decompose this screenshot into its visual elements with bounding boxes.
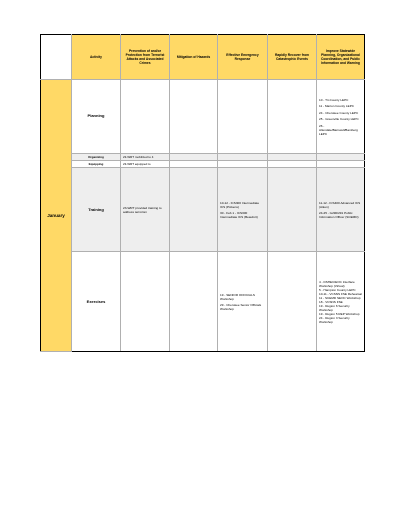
header-row xyxy=(41,35,365,80)
exercises-improve-item: 11 - SCEMD SEOC Workshop xyxy=(319,295,361,300)
row-exercises xyxy=(41,252,365,352)
header-mitigation: Mitigation of Hazards xyxy=(170,35,218,80)
organizing-improve xyxy=(317,154,365,161)
equipping-prevention: 23-WRT equipped to xyxy=(121,161,170,168)
exercises-improve-item: 5 - Hampton County LEPC xyxy=(319,287,356,292)
row-planning xyxy=(41,80,365,154)
exercises-improve-item: 18 - VCSNS FSE xyxy=(319,299,343,304)
header-response: Effective Emergency Response xyxy=(218,35,268,80)
organizing-response xyxy=(218,154,268,161)
row-label-planning: Planning xyxy=(72,80,121,154)
exercises-response-item: 29 - Cherokee Senior Officials Workshop xyxy=(220,303,262,312)
training-response-item: 30 - Feb 1 - ICS300 Intermediate ICS (Beaufort) xyxy=(220,211,258,220)
planning-improve xyxy=(317,80,365,154)
organizing-recovery xyxy=(268,154,317,161)
header-prevention: Prevention of and/or Protection from Terrorist Attacks and Associated Crimes xyxy=(121,35,170,80)
exercises-response xyxy=(218,252,268,352)
planning-improve-item: 10 - Tri-County LEPC xyxy=(319,97,349,102)
row-label-exercises: Exercises xyxy=(72,252,121,352)
exercises-mitigation xyxy=(170,252,218,352)
exercises-improve-item: 4 - DSHEC/EOC Interface Workshop (Virtual) xyxy=(319,279,355,288)
row-training xyxy=(41,168,365,252)
planning-response xyxy=(218,80,268,154)
exercises-recovery xyxy=(268,252,317,352)
training-improve-item: 24-25 - G290/291 Public Information Officer (SCEMD) xyxy=(319,211,359,220)
row-label-organizing: Organizing xyxy=(72,154,121,161)
training-improve-item: 11-12 - ICS400 Advanced ICS (Aiken) xyxy=(319,200,361,209)
exercises-response-item: 19 - SENIOR OFFICIALS Workshop xyxy=(220,292,255,301)
equipping-improve xyxy=(317,161,365,168)
activity-matrix-table xyxy=(40,34,365,352)
training-prevention: 23-WRT provided training to address terrorism xyxy=(121,168,170,252)
planning-prevention xyxy=(121,80,170,154)
row-equipping xyxy=(41,161,365,168)
row-label-training: Training xyxy=(72,168,121,252)
header-activity: Activity xyxy=(72,35,121,80)
row-organizing xyxy=(41,154,365,161)
exercises-prevention xyxy=(121,252,170,352)
planning-recovery xyxy=(268,80,317,154)
exercises-improve-item: 19 - Region 5 REP Workshop xyxy=(319,311,360,316)
organizing-mitigation xyxy=(170,154,218,161)
exercises-improve-item: 19 - Region 6 Security Workshop xyxy=(319,303,350,312)
training-mitigation xyxy=(170,168,218,252)
planning-mitigation xyxy=(170,80,218,154)
planning-improve-item: 26 - Allendale/Barnwell/Bamberg LEPC xyxy=(319,123,358,136)
training-response-item: 10-12 - ICS300 Intermediate ICS (Pickens) xyxy=(220,200,260,209)
exercises-improve-item: 24 - Region 3 Security Workshop xyxy=(319,315,350,324)
organizing-prevention: 23-WRT mobilized to 4 xyxy=(121,154,170,161)
training-improve xyxy=(317,168,365,252)
row-label-equipping: Equipping xyxy=(72,161,121,168)
month-cell: January xyxy=(41,80,72,352)
header-recovery: Rapidly Recover from Catastrophic Events xyxy=(268,35,317,80)
header-improve: Improve Statewide Planning, Organizational Coordination, and Public Information and Warning xyxy=(317,35,365,80)
planning-improve-item: 24 - Cherokee County LEPC xyxy=(319,110,359,115)
equipping-mitigation xyxy=(170,161,218,168)
equipping-response xyxy=(218,161,268,168)
exercises-improve-item: 10-11 - VCSNS FSE Rehearsal xyxy=(319,291,362,296)
training-recovery xyxy=(268,168,317,252)
equipping-recovery xyxy=(268,161,317,168)
exercises-improve xyxy=(317,252,365,352)
training-response xyxy=(218,168,268,252)
corner-cell xyxy=(41,35,72,80)
planning-improve-item: 11 - Marion County LEPC xyxy=(319,104,355,108)
planning-improve-item: 25 - Greenville County LEPC xyxy=(319,117,359,121)
